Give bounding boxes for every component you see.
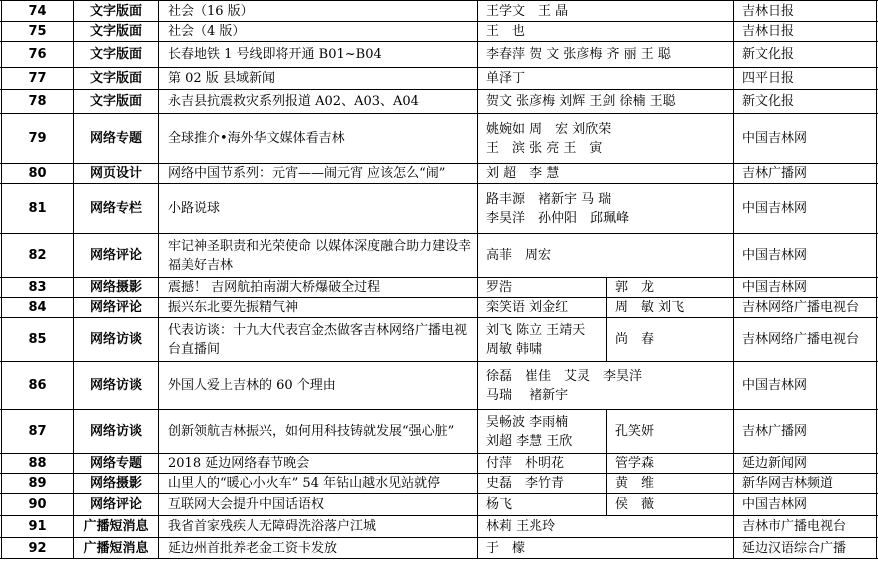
row-number: 75 [1,22,73,41]
row-publisher: 吉林广播网 [733,410,877,453]
row-category: 网络专题 [73,454,158,473]
row-authors [477,22,733,41]
row-editors [606,410,733,453]
row-title [158,114,477,163]
row-number: 85 [1,318,73,361]
row-category: 网络摄影 [73,474,158,493]
row-authors [477,298,606,317]
row-authors [477,1,733,21]
row-editors [606,298,733,317]
row-number: 87 [1,410,73,453]
row-authors [477,68,733,89]
row-number: 83 [1,278,73,297]
author-line: 刘超 李慧 王欣 [486,433,573,449]
row-authors [477,318,606,361]
row-title [158,494,477,515]
author-line: 高菲 周宏 [486,248,552,263]
table-row [0,494,878,516]
row-category: 文字版面 [73,42,158,67]
table-row [0,42,878,68]
author-line: 马瑞 褚新宇 [486,387,569,403]
row-authors [477,362,733,409]
row-title [158,410,477,453]
row-publisher: 中国吉林网 [733,362,877,409]
author-line: 徐磊 崔佳 艾灵 李昊洋 [486,368,643,384]
row-authors [477,164,733,183]
row-title [158,454,477,473]
row-publisher: 四平日报 [733,68,877,89]
row-authors [477,278,606,297]
table-row [0,68,878,90]
row-title-text: 外国人爱上吉林的 60 个理由 [168,378,336,393]
row-number: 88 [1,454,73,473]
row-number: 82 [1,234,73,277]
table-row [0,362,878,410]
author-line: 杨飞 [486,497,513,512]
row-publisher: 吉林日报 [733,22,877,41]
row-number: 80 [1,164,73,183]
author-line: 姚婉如 周 宏 刘欣荣 [486,121,612,137]
row-number: 92 [1,538,73,558]
row-title [158,68,477,89]
table-row [0,538,878,559]
editor-line: 尚 春 [615,332,655,347]
author-line: 刘 超 李 慧 [486,166,560,181]
row-editors [606,278,733,297]
row-title [158,516,477,537]
row-category: 网络访谈 [73,410,158,453]
row-category: 广播短消息 [73,516,158,537]
row-editors [606,318,733,361]
author-line: 罗浩 [486,280,513,295]
table-row [0,278,878,298]
author-line: 史磊 李竹青 [486,476,565,491]
editor-line: 周 敏 刘飞 [615,300,685,315]
row-category: 网络摄影 [73,278,158,297]
author-line: 吴畅波 李雨楠 [486,414,569,430]
author-line: 王 滨 张 亮 王 寅 [486,140,603,156]
author-line: 单泽丁 [486,71,526,86]
row-title-text: 长春地铁 1 号线即将开通 B01~B04 [168,47,382,62]
row-title-text: 社会（16 版） [168,3,254,19]
table-row [0,90,878,114]
table-row [0,234,878,278]
row-title [158,42,477,67]
author-line: 栾笑语 刘金红 [486,300,569,315]
row-title-text: 振兴东北要先振精气神 [168,300,299,315]
row-number: 91 [1,516,73,537]
row-publisher: 中国吉林网 [733,278,877,297]
table-row [0,474,878,494]
row-title [158,474,477,493]
row-publisher: 吉林网络广播电视台 [733,298,877,317]
author-line: 李春萍 贺 文 张彦梅 齐 丽 王 聪 [486,47,671,62]
row-editors [606,474,733,493]
row-authors [477,90,733,113]
row-publisher: 新文化报 [733,42,877,67]
row-title-text: 网络中国节系列：元宵——闹元宵 应该怎么“闹” [168,166,446,181]
row-publisher: 中国吉林网 [733,184,877,233]
row-title-text: 第 02 版 县域新闻 [168,71,275,86]
row-editors [606,494,733,515]
author-line: 贺文 张彦梅 刘辉 王剑 徐楠 王聪 [486,94,676,109]
row-number: 86 [1,362,73,409]
row-title [158,164,477,183]
row-title-text: 全球推介•海外华文媒体看吉林 [168,131,345,146]
table-row [0,114,878,164]
editor-line: 侯 薇 [615,497,655,512]
editor-line: 管学森 [615,456,655,471]
row-category: 网络专栏 [73,184,158,233]
row-category: 文字版面 [73,90,158,113]
author-line: 路丰源 褚新宇 马 瑞 [486,191,612,207]
row-publisher: 延边新闻网 [733,454,877,473]
row-number: 79 [1,114,73,163]
row-authors [477,410,606,453]
row-authors [477,494,606,515]
table-row [0,298,878,318]
row-title [158,22,477,41]
row-authors [477,42,733,67]
row-category: 网页设计 [73,164,158,183]
row-title [158,362,477,409]
row-number: 81 [1,184,73,233]
table-row [0,410,878,454]
row-authors [477,474,606,493]
table-row [0,516,878,538]
row-publisher: 吉林广播网 [733,164,877,183]
row-authors [477,114,733,163]
row-category: 文字版面 [73,68,158,89]
row-title [158,234,477,277]
row-publisher: 中国吉林网 [733,114,877,163]
editor-line: 黄 维 [615,476,655,491]
row-publisher: 中国吉林网 [733,494,877,515]
row-number: 90 [1,494,73,515]
row-publisher: 吉林网络广播电视台 [733,318,877,361]
row-title-text: 代表访谈：十九大代表宫金杰做客吉林网络广播电视台直播间 [168,322,468,357]
row-authors [477,516,733,537]
row-publisher: 新华网吉林频道 [733,474,877,493]
row-category: 网络评论 [73,494,158,515]
row-publisher: 吉林市广播电视台 [733,516,877,537]
row-title [158,184,477,233]
row-publisher: 吉林日报 [733,1,877,21]
author-line: 李昊洋 孙仲阳 邱珮峰 [486,210,630,226]
row-title-text: 牢记神圣职责和光荣使命 以媒体深度融合助力建设幸福美好吉林 [168,238,472,273]
row-title-text: 2018 延边网络春节晚会 [168,456,310,471]
row-title-text: 创新领航吉林振兴，如何用科技铸就发展“强心脏” [168,424,455,439]
table-row [0,454,878,474]
row-category: 广播短消息 [73,538,158,558]
row-title [158,1,477,21]
row-authors [477,454,606,473]
table-row [0,22,878,42]
author-line: 于 檬 [486,540,526,556]
row-title-text: 延边州首批养老金工资卡发放 [168,540,338,556]
row-title-text: 小路说球 [168,201,221,216]
author-line: 刘飞 陈立 王靖天 [486,322,586,338]
row-number: 76 [1,42,73,67]
editor-line: 孔笑妍 [615,424,655,439]
editor-line: 郭 龙 [615,280,655,295]
row-number: 78 [1,90,73,113]
row-number: 77 [1,68,73,89]
row-title-text: 我省首家残疾人无障碍洗浴落户江城 [168,519,377,534]
row-title [158,298,477,317]
row-category: 网络评论 [73,234,158,277]
row-category: 网络专题 [73,114,158,163]
row-category: 文字版面 [73,22,158,41]
table-row [0,318,878,362]
row-number: 84 [1,298,73,317]
row-number: 74 [1,1,73,21]
row-title [158,538,477,558]
row-category: 网络访谈 [73,362,158,409]
row-authors [477,538,733,558]
author-line: 林莉 王兆玲 [486,519,556,534]
row-title-text: 山里人的“暖心小火车” 54 年钻山越水见站就停 [168,476,441,491]
row-authors [477,234,733,277]
author-line: 付萍 朴明花 [486,456,565,471]
row-publisher: 中国吉林网 [733,234,877,277]
table-row [0,1,878,22]
row-title [158,318,477,361]
row-category: 网络评论 [73,298,158,317]
row-publisher: 新文化报 [733,90,877,113]
row-category: 网络访谈 [73,318,158,361]
author-line: 周敏 韩啸 [486,341,543,357]
row-number: 89 [1,474,73,493]
author-line: 王学文 王 晶 [486,3,569,19]
row-title-text: 永吉县抗震救灾系列报道 A02、A03、A04 [168,94,419,109]
row-title-text: 互联网大会提升中国话语权 [168,497,325,512]
row-title [158,278,477,297]
row-title-text: 震撼！ 吉网航拍南湖大桥爆破全过程 [168,280,381,295]
row-title [158,90,477,113]
row-editors [606,454,733,473]
row-publisher: 延边汉语综合广播 [733,538,877,558]
row-title-text: 社会（4 版） [168,24,246,39]
row-authors [477,184,733,233]
row-category: 文字版面 [73,1,158,21]
table-row [0,184,878,234]
author-line: 王 也 [486,24,526,39]
table-row [0,164,878,184]
